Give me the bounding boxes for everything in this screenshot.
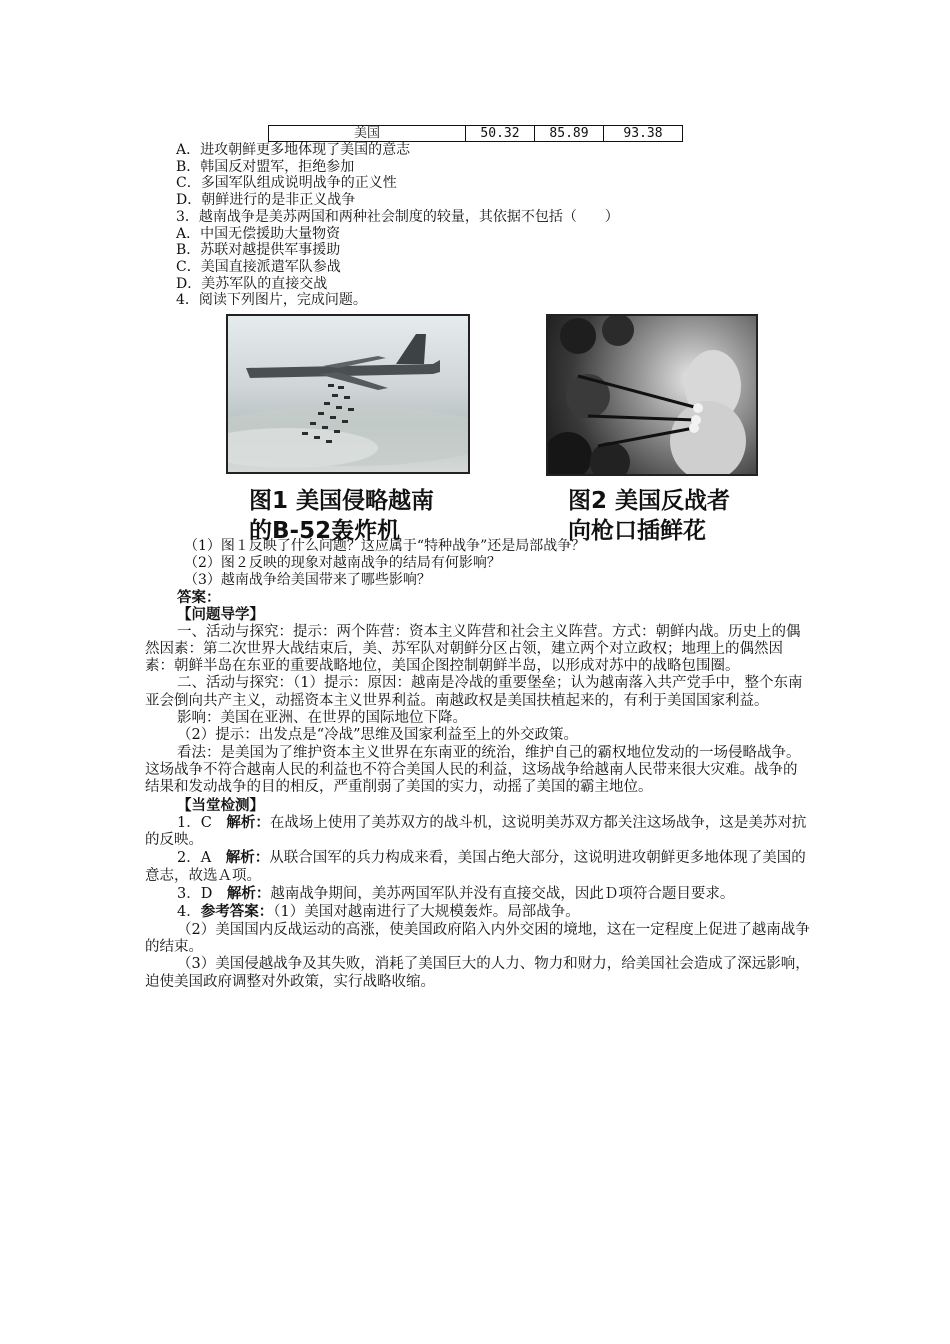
answer-text: 越南战争期间，美苏两国军队并没有直接交战，因此Ｄ项符合题目要求。	[270, 886, 735, 903]
answers-title: 答案：	[177, 589, 221, 606]
answer-paragraph: （2）美国国内反战运动的高涨，使美国政府陷入内外交困的境地，这在一定程度上促进了越南战争的结束。	[145, 921, 810, 955]
caption-line: 图1 美国侵略越南	[249, 488, 435, 514]
answer-number: 2．A	[177, 850, 226, 867]
question-line: D．朝鲜进行的是非正义战争	[176, 192, 356, 209]
answer-paragraph: 二、活动与探究：（1）提示：原因：越南是冷战的重要堡垒；认为越南落入共产党手中，整个东南亚会倒向共产主义，动摇资本主义世界利益。南越政权是美国扶植起来的，有利于美国国家利益。	[145, 675, 803, 709]
caption-line: 向枪口插鲜花	[568, 518, 706, 544]
question-options	[176, 142, 619, 309]
answer-item	[145, 849, 810, 885]
protester-illustration	[548, 316, 756, 474]
answer-text: 从联合国军的兵力构成来看，美国占绝大部分，这说明进攻朝鲜更多地体现了美国的意志，故选Ａ项。	[145, 850, 806, 884]
question-line: B．苏联对越提供军事援助	[176, 242, 341, 259]
sub-question: （3）越南战争给美国带来了哪些影响？	[184, 572, 431, 588]
section-heading: 【当堂检测】	[177, 796, 264, 814]
b52-bomber-photo	[226, 314, 470, 474]
answer-key: 解析：	[226, 813, 270, 831]
answer-key: 解析：	[226, 885, 271, 903]
data-table	[268, 125, 683, 142]
figure-1-caption	[249, 486, 434, 546]
sub-question: （1）图１反映了什么问题？这应属于“特种战争”还是局部战争？	[184, 538, 586, 554]
answer-number: 1．C	[177, 814, 227, 831]
answer-number: 4．	[177, 904, 201, 921]
table-cell-value: 50.32	[466, 126, 535, 142]
table-cell-value: 93.38	[604, 126, 683, 142]
table-cell-value: 85.89	[535, 126, 604, 142]
question-line: C．美国直接派遣军队参战	[176, 258, 341, 275]
answer-item	[145, 903, 810, 921]
question-line: 3．越南战争是美苏两国和两种社会制度的较量，其依据不包括（ ）	[176, 208, 619, 225]
table-cell-country: 美国	[269, 126, 466, 142]
answer-key: 解析：	[225, 849, 270, 867]
answer-number: 3．D	[177, 886, 227, 903]
question-line: 4．阅读下列图片，完成问题。	[176, 292, 367, 309]
bomber-illustration	[228, 316, 468, 472]
figures	[0, 312, 950, 547]
anti-war-protester-photo	[546, 314, 758, 476]
answer-paragraph: （3）美国侵越战争及其失败，消耗了美国巨大的人力、物力和财力，给美国社会造成了深远影响，迫使美国政府调整对外政策，实行战略收缩。	[145, 956, 810, 990]
answer-paragraph: 看法：是美国为了维护资本主义世界在东南亚的统治，维护自己的霸权地位发动的一场侵略战争。这场战争不符合越南人民的利益也不符合美国人民的利益，这场战争给越南人民带来很大灾难。战争的结果和发动战争的目的相反，严重削弱了美国的实力，动摇了美国的霸主地位。	[145, 744, 801, 796]
table-row	[269, 126, 683, 142]
answer-paragraph: （2）提示：出发点是“冷战”思维及国家利益至上的外交政策。	[177, 727, 579, 744]
answers-section	[145, 589, 810, 991]
answer-item	[145, 885, 810, 903]
sub-question: （2）图２反映的现象对越南战争的结局有何影响？	[184, 555, 501, 571]
answer-text: （1）美国对越南进行了大规模轰炸。局部战争。	[273, 904, 580, 921]
question-line: B．韩国反对盟军，拒绝参加	[176, 158, 355, 175]
question-line: D．美苏军队的直接交战	[176, 275, 328, 292]
answer-key: 参考答案：	[200, 903, 274, 921]
answer-paragraph: 一、活动与探究：提示：两个阵营：资本主义阵营和社会主义阵营。方式：朝鲜内战。历史上的偶然因素：第二次世界大战结束后，美、苏军队对朝鲜分区占领，建立两个对立政权；地理上的偶然因素：朝鲜半岛在东亚的重要战略地位，美国企图控制朝鲜半岛，以形成对苏中的战略包围圈。	[145, 623, 801, 675]
figure-2-caption	[568, 486, 730, 546]
section-heading: 【问题导学】	[177, 606, 264, 624]
answer-item	[145, 814, 810, 850]
caption-line: 图2 美国反战者	[568, 488, 731, 514]
answer-paragraph: 影响：美国在亚洲、在世界的国际地位下降。	[177, 710, 467, 727]
answer-text: 在战场上使用了美苏双方的战斗机，这说明美苏双方都关注这场战争，这是美苏对抗的反映。	[145, 814, 807, 849]
question-line: C．多国军队组成说明战争的正义性	[176, 175, 397, 192]
question-line: A．进攻朝鲜更多地体现了美国的意志	[176, 142, 411, 158]
sub-questions	[184, 538, 585, 589]
question-line: A．中国无偿援助大量物资	[176, 225, 341, 242]
caption-line: 的B-52轰炸机	[249, 518, 401, 544]
